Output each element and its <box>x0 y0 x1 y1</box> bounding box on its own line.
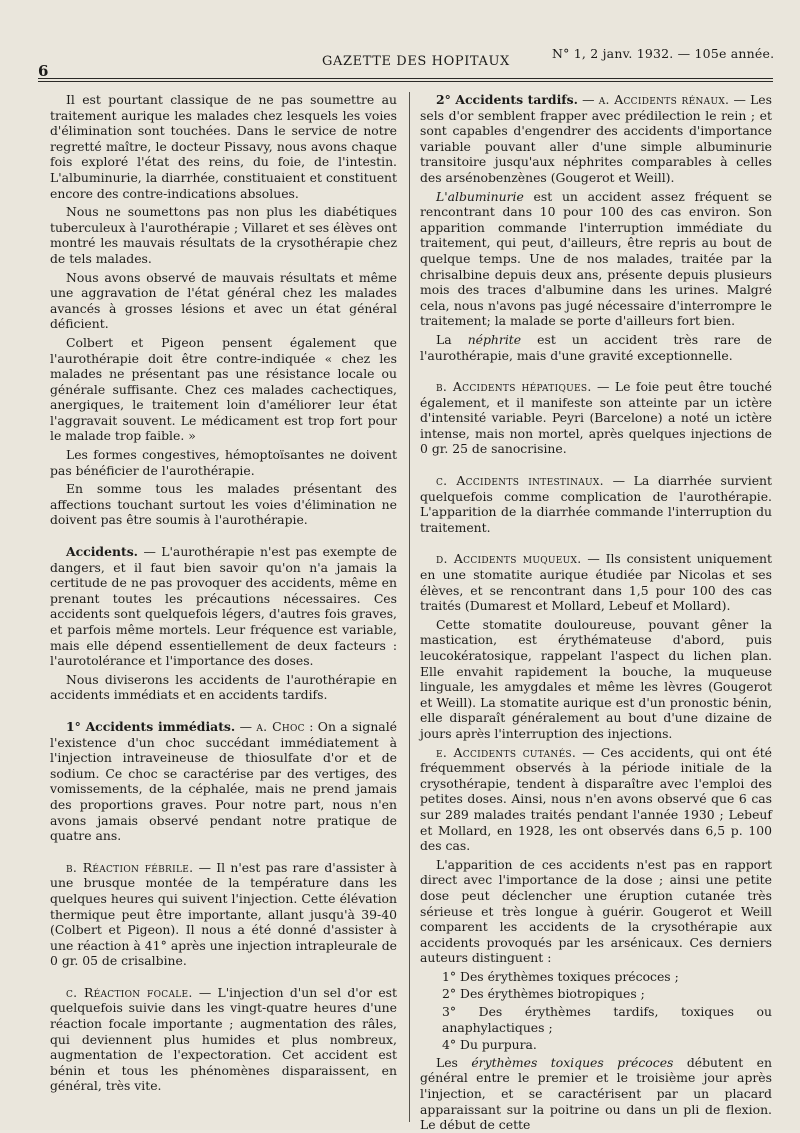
paragraph: Les formes congestives, hémoptoïsantes ne doivent pas bénéficier de l'aurothérapie. <box>50 447 397 478</box>
focal-reaction-section <box>50 985 397 1094</box>
subheading-focal: c. Réaction focale. <box>66 984 193 1000</box>
term-erythemes-precoces: érythèmes toxiques précoces <box>471 1054 674 1070</box>
list-item: 2° Des érythèmes biotropiques ; <box>442 986 645 1002</box>
section-text: — Le foie peut être touché également, et il manifeste son atteinte par un ictère d'intensité variable. Peyri (Barcelone) a noté un ictère intense, mais non mortel, après quelques injections de 0 gr. 25 de sanocrisine. <box>420 379 772 457</box>
header-rule <box>38 78 773 79</box>
late-accidents-section: 2° Accidents tardifs. — a. Accidents rénaux. — Les sels d'or semblent frapper avec prédilection le rein ; et sont capables d'engendrer des accidents d'importance variable pouvant aller d'une simple albuminurie transitoire jusqu'aux néphrites comparables à celles des arsénobenzènes (Gougerot et Weill). <box>420 92 772 185</box>
paragraph: Nous ne soumettons pas non plus les diabétiques tuberculeux à l'aurothérapie ; Villaret et ses élèves ont montré les mauvais résultats de la crysothérapie chez de tels malades. <box>50 204 397 266</box>
subheading-mucous: d. Accidents muqueux. <box>436 551 582 567</box>
hepatic-section <box>420 379 772 457</box>
paragraph: Cette stomatite douloureuse, pouvant gêner la mastication, est érythémateuse d'abord, puis leucokératosique, rappelant l'aspect du lichen plan. Elle envahit rapidement la bouche, la muqueuse linguale, les amygdales et même les lèvres (Gougerot et Weill). La stomatite aurique est d'un pronostic bénin, elle disparaît généralement au bout d'une dizaine de jours après l'interruption des injections. <box>420 616 772 741</box>
section-text: — Ils consistent uniquement en une stomatite aurique étudiée par Nicolas et ses élèves, et se rencontrant dans 1,5 pour 100 des cas traités (Dumarest et Mollard, Lebeuf et Mollard). <box>420 551 772 614</box>
section-text: — Ces accidents, qui ont été fréquemment observés à la période initiale de la crysothérapie, tendent à disparaître avec l'emploi des petites doses. Ainsi, nous n'en avons observé que 6 cas sur 289 malades traités pendant l'année 1930 ; Lebeuf et Mollard, en 1928, les ont observés dans 6,5 p. 100 des cas. <box>420 744 773 854</box>
list-item: 3° Des érythèmes tardifs, toxiques ou anaphylactiques ; <box>442 1004 772 1035</box>
column-divider <box>409 92 410 1122</box>
section-text: — La diarrhée survient quelquefois comme complication de l'aurothérapie. L'apparition de la diarrhée commande l'interruption du traitement. <box>420 473 772 535</box>
section-text: : On a signalé l'existence d'un choc succédant immédiatement à l'injection intraveineuse de thiosulfate d'or et de sodium. Ce choc se caractérise par des vertiges, des vomissements, de la céphalée, mais ne prend jamais des proportions graves. Pour notre part, nous n'en avons jamais observé pendant notre pratique de quatre ans. <box>50 718 397 844</box>
section-text: — L'injection d'un sel d'or est quelquefois suivie dans les vingt-quatre heures d'une réaction focale importante ; augmentation des râles, qui deviennent plus humides et plus nombreux, augmentation de l'expectoration. Cet accident est bénin et tous les phénomènes disparaissent, en général, très vite. <box>50 984 397 1094</box>
section-text: — Il n'est pas rare d'assister à une brusque montée de la température dans les quelques heures qui suivent l'injection. Cette élévation thermique peut être importante, allant jusqu'à 39-40 (Colbert et Pigeon). Il nous a été donné d'assister à une réaction à 41° après une injection intrapleurale de 0 gr. 05 de crisalbine. <box>50 859 397 969</box>
right-column <box>420 92 773 1133</box>
issue-info: N° 1, 2 janv. 1932. — 105e année. <box>552 46 775 61</box>
term-albuminurie: L'albuminurie <box>436 188 524 204</box>
section-text: — Les sels d'or semblent frapper avec prédilection le rein ; et sont capables d'engendrer des accidents d'importance variable pouvant aller d'une simple albuminurie transitoire jusqu'aux néphrites comparables à celles des arsénobenzènes (Gougerot et Weill). <box>420 92 772 185</box>
febrile-reaction-section <box>50 860 397 969</box>
subheading-renal: a. Accidents rénaux. <box>598 92 730 107</box>
paragraph: En somme tous les malades présentant des affections touchant surtout les voies d'élimination ne doivent pas être soumis à l'aurothérapie. <box>50 481 397 528</box>
paragraph: Nous diviserons les accidents de l'aurothérapie en accidents immédiats et en accidents tardifs. <box>50 671 397 703</box>
subheading-choc: a. Choc <box>256 718 305 734</box>
section-text: est un accident assez fréquent se rencontrant dans 10 pour 100 des cas environ. Son apparition commande l'interruption immédiate du traitement, qui peut, d'ailleurs, être repris au bout de quelque temps. Une de nos malades, traitée par la chrisalbine depuis deux ans, présente depuis plusieurs mois des traces d'albumine dans les urines. Malgré cela, nous n'avons pas jugé nécessaire d'interrompre le traitement; la malade se porte d'ailleurs fort bien. <box>420 188 772 329</box>
intestinal-section <box>420 473 772 535</box>
list-item: 4° Du purpura. <box>442 1037 537 1053</box>
paragraph: Il est pourtant classique de ne pas soumettre au traitement aurique les malades chez lesquels les voies d'élimination sont touchées. Dans le service de notre regretté maître, le docteur Pissavy, nous avons chaque fois exploré l'état des reins, du foie, de l'intestin. L'albuminurie, la diarrhée, constituaient et constituent encore des contre-indications absolues. <box>50 92 397 201</box>
text-fragment: La <box>436 331 468 347</box>
subheading-cutaneous: e. Accidents cutanés. <box>436 744 577 760</box>
section-heading-immediate: 1° Accidents immédiats. <box>66 718 236 734</box>
cutaneous-section <box>420 745 772 854</box>
paragraph <box>420 1055 772 1133</box>
paragraph: Colbert et Pigeon pensent également que l'aurothérapie doit être contre-indiquée « chez les malades ne présentant pas une résistance locale ou générale suffisante. Chez ces malades cachectiques, anergiques, le traitement loin d'améliorer leur état l'aggravait souvent. Le médicament est trop fort pour le malade trop faible. » <box>50 334 397 444</box>
section-text: débutent en général entre le premier et le troisième jour après l'injection, et se caractérisent par un placard apparaissant sur la poitrine ou dans un pli de flexion. Le début de cette <box>420 1054 772 1133</box>
page-header <box>0 44 800 84</box>
section-heading-late: 2° Accidents tardifs. <box>436 92 578 107</box>
page-number: 6 <box>38 62 49 80</box>
section-heading-accidents: Accidents. <box>66 544 138 560</box>
section-text: — L'aurothérapie n'est pas exempte de dangers, et il faut bien savoir qu'on n'a jamais la certitude de ne pas provoquer des accidents, même en prenant toutes les précautions nécessaires. Ces accidents sont quelquefois légers, d'autres fois graves, et parfois même mortels. Leur fréquence est variable, mais elle dépend essentiellement de deux facteurs : l'aurotolérance et l'importance des doses. <box>50 544 397 669</box>
running-title: GAZETTE DES HOPITAUX <box>322 54 510 69</box>
subheading-hepatic: b. Accidents hépatiques. <box>436 379 592 395</box>
header-rule-thin <box>38 81 773 82</box>
mucous-section <box>420 551 772 613</box>
accidents-section <box>50 544 397 669</box>
paragraph: Nous avons observé de mauvais résultats et même une aggravation de l'état général chez les malades avancés à grosses lésions et avec un état général déficient. <box>50 269 397 332</box>
list-item: 1° Des érythèmes toxiques précoces ; <box>442 968 679 984</box>
immediate-accidents-section: 1° Accidents immédiats. — a. Choc : On a signalé l'existence d'un choc succédant immédiatement à l'injection intraveineuse de thiosulfate d'or et de sodium. Ce choc se caractérise par des vertiges, des vomissements, de la céphalée, mais ne prend jamais des proportions graves. Pour notre part, nous n'en avons jamais observé pendant notre pratique de quatre ans. <box>50 718 397 844</box>
left-column <box>50 92 397 1122</box>
text-fragment: Les <box>436 1054 472 1070</box>
section-text: est un accident très rare de l'aurothérapie, mais d'une gravité exceptionnelle. <box>420 331 773 363</box>
subheading-febrile: b. Réaction fébrile. <box>66 859 194 875</box>
paragraph: L'apparition de ces accidents n'est pas en rapport direct avec l'importance de la dose ; ainsi une petite dose peut déclencher une éruption cutanée très sérieuse et très longue à guérir. Gougerot et Weill comparent les accidents de la crysothérapie aux accidents provoqués par les arsénicaux. Ces derniers auteurs distinguent : <box>420 856 772 966</box>
paragraph <box>420 332 772 363</box>
subheading-intestinal: c. Accidents intestinaux. <box>436 473 604 489</box>
paragraph <box>420 189 772 329</box>
term-nephrite: néphrite <box>467 331 522 347</box>
